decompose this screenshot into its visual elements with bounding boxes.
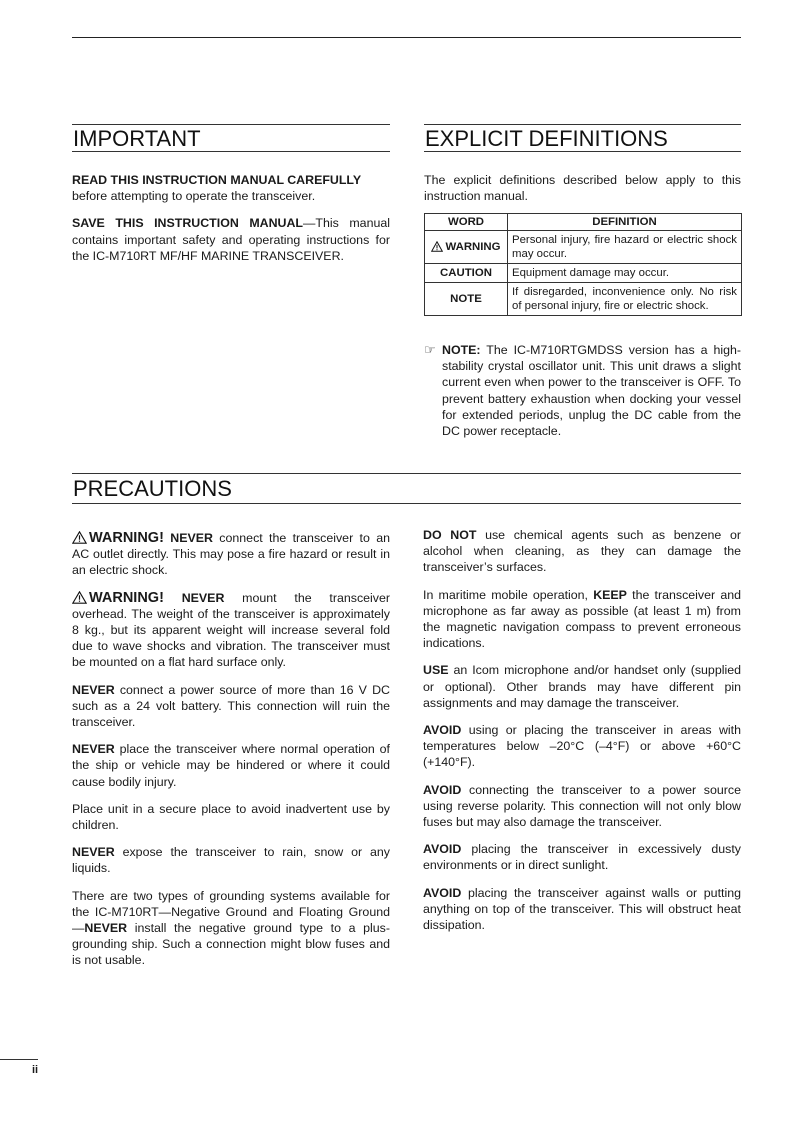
warning-title: WARNING! [89,530,164,546]
definitions-intro: The explicit definitions described below apply to this instruction manual. [424,173,741,204]
table-row [425,231,742,264]
precaution-item [423,841,741,873]
precautions-left-column [72,530,390,980]
pointing-hand-icon: ☞ [424,342,436,357]
table-cell-definition: Equipment damage may occur. [508,264,742,283]
definitions-heading: EXPLICIT DEFINITIONS [425,126,668,151]
precaution-text: the transceiver and microphone as far away as possible (at least 1 m) from the magnetic navigation compass to prevent erroneous indications. [423,587,741,651]
precaution-item [72,741,390,790]
never-keyword: NEVER [84,921,128,936]
keyword: AVOID [423,842,462,857]
precaution-text: use chemical agents such as benzene or alcohol when cleaning, as they can damage the transceiver’s surfaces. [423,528,741,575]
definitions-section-header [424,124,741,152]
definitions-body [424,172,741,316]
precaution-text: connect a power source of more than 16 V DC such as a 24 volt battery. This connection will ruin the transceiver. [72,682,390,730]
never-keyword: NEVER [181,590,225,605]
precautions-heading-underline [72,503,741,504]
table-header-definition: DEFINITION [508,214,742,231]
important-p1-text: before attempting to operate the transceiver. [72,189,316,204]
table-row [425,264,742,283]
table-cell-definition: If disregarded, inconvenience only. No risk of personal injury, fire or electric shock. [508,283,742,316]
warning-triangle-icon [72,591,87,604]
precaution-item [423,722,741,771]
precaution-text: connecting the transceiver to a power source using reverse polarity. This connection will not only blow fuses but may also damage the transceiver. [423,782,741,830]
keyword: AVOID [423,885,462,900]
never-keyword: NEVER [72,682,115,697]
precaution-item [72,844,390,876]
keyword: AVOID [423,782,462,797]
keyword: AVOID [423,723,462,738]
warning-word: WARNING [445,241,501,254]
precaution-text: connect the transceiver to an AC outlet directly. This may pose a fire hazard or result in an electric shock. [72,531,390,578]
precaution-text: placing the transceiver against walls or putting anything on top of the transceiver. This will obstruct heat dissipation. [423,885,741,933]
precaution-item [72,682,390,731]
important-heading: IMPORTANT [73,126,201,151]
warning-title: WARNING! [89,589,164,606]
important-body [72,172,390,275]
table-cell-word [425,231,508,264]
important-p2-bold: SAVE THIS INSTRUCTION MANUAL [72,216,304,231]
important-p1-bold: READ THIS INSTRUCTION MANUAL CAREFULLY [72,173,362,187]
precaution-item [72,801,390,833]
keyword: DO NOT [423,528,477,542]
table-header-word: WORD [425,214,508,231]
never-keyword: NEVER [170,531,213,545]
table-cell-word: CAUTION [425,264,508,283]
important-paragraph [72,172,390,204]
precaution-text: install the negative ground type to a plus-grounding ship. Such a connection might blow fuses and is not usable. [72,921,390,968]
important-p2-text: —This manual contains important safety and operating instructions for the IC-M710RT MF/HF MARINE TRANSCEIVER. [72,216,390,263]
note-body: The IC-M710RTGMDSS version has a high-stability crystal oscillator unit. This unit draws a slight current even when power to the transceiver is OFF. To prevent battery exhaustion when docking your vessel for extended periods, unplug the DC cable from the DC power receptacle. [442,343,741,439]
precautions-section-header [72,473,741,504]
warning-triangle-icon [72,531,87,544]
page-number: ii [32,1064,39,1076]
note-label: NOTE: [442,343,481,357]
important-section-header [72,124,390,152]
precautions-heading: PRECAUTIONS [73,476,232,501]
precaution-text: using or placing the transceiver in areas with temperatures below –20°C (–4°F) or above +60°C (+140°F). [423,723,741,770]
never-keyword: NEVER [72,845,115,860]
precaution-item [72,590,390,671]
page-number-rule [0,1059,38,1060]
note-text [442,342,741,439]
table-row [425,283,742,316]
top-rule [72,37,741,38]
precaution-item [72,888,390,969]
note-block [424,342,741,439]
important-heading-underline [72,151,390,152]
definitions-table [424,213,742,316]
table-header-row [425,214,742,231]
precaution-item [423,527,741,576]
table-cell-definition: Personal injury, fire hazard or electric shock may occur. [508,231,742,264]
precaution-text: an Icom microphone and/or handset only (supplied or optional). Other brands may have different pin assignments and may damage the transceiver. [423,663,741,710]
never-keyword: NEVER [72,742,115,757]
keyword: USE [423,663,449,678]
precaution-item [423,885,741,934]
warning-triangle-icon [431,241,443,252]
precaution-item [72,530,390,579]
precaution-item [423,587,741,652]
precaution-text: In maritime mobile operation, [423,587,594,602]
precaution-text: There are two types of grounding systems available for the IC-M710RT—Negative Ground and Floating Ground— [72,888,390,936]
precaution-text: placing the transceiver in excessively dusty environments or in direct sunlight. [423,842,741,873]
precaution-text: mount the transceiver overhead. The weight of the transceiver is approximately 8 kg., but its apparent weight will increase several fold due to wave shocks and vibration. The transceiver must be mounted on a flat hard surface only. [72,590,390,670]
definitions-heading-underline [424,151,741,152]
precautions-right-column [423,527,741,944]
keyword: KEEP [593,587,627,602]
precaution-text: expose the transceiver to rain, snow or any liquids. [72,845,390,876]
precaution-item [423,662,741,711]
important-paragraph [72,215,390,264]
precaution-item [423,782,741,831]
table-cell-word: NOTE [425,283,508,316]
precaution-text: place the transceiver where normal operation of the ship or vehicle may be hindered or where it could cause bodily injury. [72,742,390,789]
precaution-text: Place unit in a secure place to avoid inadvertent use by children. [72,801,390,833]
